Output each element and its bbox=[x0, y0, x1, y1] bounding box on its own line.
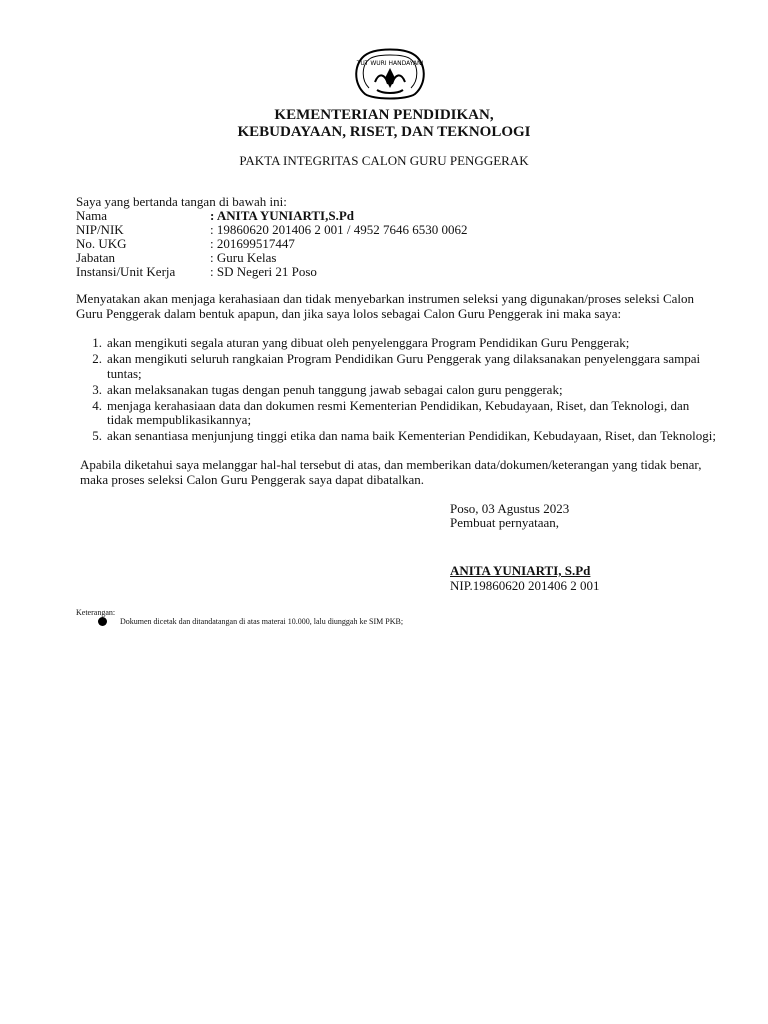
intro-text: Saya yang bertanda tangan di bawah ini: bbox=[76, 194, 287, 209]
field-value-nama: : ANITA YUNIARTI,S.Pd bbox=[210, 208, 355, 223]
list-item-text: akan mengikuti seluruh rangkaian Program Pendidikan Guru Penggerak yang dilaksanakan penyelenggara sampai tuntas; bbox=[107, 351, 701, 381]
field-label-nama: Nama bbox=[76, 208, 108, 223]
list-item-text: akan mengikuti segala aturan yang dibuat oleh penyelenggara Program Pendidikan Guru Penggerak; bbox=[107, 335, 630, 350]
notes-label: Keterangan: bbox=[76, 608, 116, 617]
statement-paragraph: Menyatakan akan menjaga kerahasiaan dan tidak menyebarkan instrumen seleksi yang digunakan/proses seleksi Calon Guru Penggerak dalam bentuk apapun, dan jika saya lolos sebagai Calon Guru Penggerak ini maka saya: bbox=[76, 291, 695, 321]
tut-wuri-handayani-logo bbox=[351, 44, 429, 104]
list-item-number: 2. bbox=[92, 351, 102, 366]
commitment-list bbox=[76, 336, 716, 445]
bullet-icon bbox=[98, 617, 107, 626]
signature-nip: NIP.19860620 201406 2 001 bbox=[450, 578, 600, 593]
list-item bbox=[76, 399, 716, 428]
field-value-ukg: : 201699517447 bbox=[210, 236, 295, 251]
list-item bbox=[76, 352, 716, 381]
field-value-jabatan: : Guru Kelas bbox=[210, 250, 277, 265]
field-label-instansi: Instansi/Unit Kerja bbox=[76, 264, 176, 279]
field-value-instansi: : SD Negeri 21 Poso bbox=[210, 264, 317, 279]
field-value-nip: : 19860620 201406 2 001 / 4952 7646 6530 0062 bbox=[210, 222, 468, 237]
list-item-text: akan melaksanakan tugas dengan penuh tanggung jawab sebagai calon guru penggerak; bbox=[107, 381, 563, 397]
document-subtitle: PAKTA INTEGRITAS CALON GURU PENGGERAK bbox=[239, 153, 529, 168]
field-label-ukg: No. UKG bbox=[76, 236, 127, 251]
field-label-nip: NIP/NIK bbox=[76, 222, 124, 237]
list-item-number: 1. bbox=[92, 335, 102, 350]
ministry-title-line1: KEMENTERIAN PENDIDIKAN, bbox=[274, 107, 494, 123]
list-item bbox=[76, 336, 716, 351]
list-item-number: 5. bbox=[92, 428, 102, 443]
list-item bbox=[76, 429, 716, 444]
logo-motto: TUT WURI HANDAYANI bbox=[356, 60, 424, 67]
list-item-text: akan senantiasa menjunjung tinggi etika dan nama baik Kementerian Pendidikan, Kebudayaan, Riset, dan Teknologi; bbox=[107, 428, 716, 443]
signature-place-date: Poso, 03 Agustus 2023 bbox=[450, 501, 570, 516]
list-item-number: 4. bbox=[92, 397, 102, 413]
list-item-number: 3. bbox=[92, 381, 102, 397]
signature-role: Pembuat pernyataan, bbox=[450, 515, 560, 530]
list-item bbox=[76, 383, 716, 398]
ministry-title-line2: KEBUDAYAAN, RISET, DAN TEKNOLOGI bbox=[237, 124, 531, 140]
field-label-jabatan: Jabatan bbox=[76, 250, 115, 265]
closing-paragraph: Apabila diketahui saya melanggar hal-hal tersebut di atas, dan memberikan data/dokumen/keterangan yang tidak benar, maka proses seleksi Calon Guru Penggerak saya dapat dibatalkan. bbox=[80, 457, 702, 487]
signature-name: ANITA YUNIARTI, S.Pd bbox=[450, 563, 591, 578]
list-item-text: menjaga kerahasiaan data dan dokumen resmi Kementerian Pendidikan, Kebudayaan, Riset, dan Teknologi, dan tidak mempublikasikannya; bbox=[107, 397, 690, 427]
note-item: Dokumen dicetak dan ditandatangan di atas materai 10.000, lalu diunggah ke SIM PKB; bbox=[120, 617, 404, 626]
